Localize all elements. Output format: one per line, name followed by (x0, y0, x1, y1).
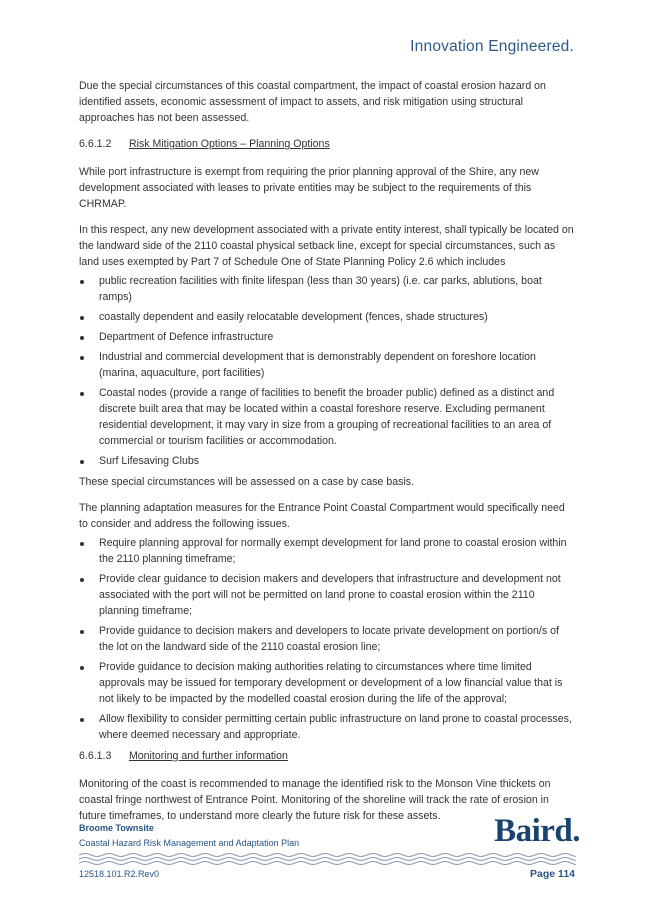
section-number: 6.6.1.3 (79, 750, 112, 762)
paragraph: The planning adaptation measures for the Entrance Point Coastal Compartment would specifically need to consider and address the following issues. (79, 502, 565, 530)
list-item: Allow flexibility to consider permitting certain public infrastructure on land prone to coastal processes, where deemed necessary and appropriate. (79, 711, 576, 743)
header-tagline: Innovation Engineered. (410, 38, 574, 55)
list-item: Provide guidance to decision making authorities relating to circumstances where time limited approvals may be issued for temporary development or development of a low financial value that is not likely to be impacted by the modelled coastal erosion during the life of the approval; (79, 659, 576, 707)
section-title: Monitoring and further information (128, 750, 288, 762)
issues-list (79, 535, 576, 743)
list-item: Coastal nodes (provide a range of facilities to benefit the broader public) defined as a distinct and discrete built area that may be located within a coastal foreshore reserve. Excluding permanent residential development, it may vary in size from a grouping of recreational facilities to an area of commercial or tourism facilities or accommodation. (79, 385, 576, 449)
section-title: Risk Mitigation Options – Planning Options (128, 138, 330, 150)
list-item: Department of Defence infrastructure (79, 329, 576, 345)
section-heading-risk-mitigation (79, 136, 576, 152)
list-item: coastally dependent and easily relocatable development (fences, shade structures) (79, 309, 576, 325)
wave-divider-icon (79, 851, 576, 865)
list-item: public recreation facilities with finite lifespan (less than 30 years) (i.e. car parks, ablutions, boat ramps) (79, 273, 576, 305)
section-heading-monitoring (79, 748, 576, 764)
paragraph: These special circumstances will be assessed on a case by case basis. (79, 476, 415, 488)
section-number: 6.6.1.2 (79, 138, 112, 150)
list-item: Surf Lifesaving Clubs (79, 453, 576, 469)
exemption-list (79, 273, 576, 469)
intro-paragraph: Due the special circumstances of this coastal compartment, the impact of coastal erosion hazard on identified assets, economic assessment of impact to assets, and risk mitigation using structural approaches has not been assessed. (79, 80, 546, 124)
document-reference: 12518.101.R2.Rev0 (79, 869, 160, 879)
list-item: Industrial and commercial development that is demonstrably dependent on foreshore location (marina, aquaculture, port facilities) (79, 349, 576, 381)
list-item: Provide guidance to decision makers and developers to locate private development on portion/s of the lot on the landward side of the 2110 coastal erosion line; (79, 623, 576, 655)
footer-document-title: Coastal Hazard Risk Management and Adaptation Plan (79, 838, 300, 848)
paragraph: Monitoring of the coast is recommended to manage the identified risk to the Monson Vine thickets on coastal fringe northwest of Entrance Point. Monitoring of the shoreline will track the rate of erosion in future timeframes, to understand more clearly the future risk for these assets. (79, 778, 551, 822)
footer-project-name: Broome Townsite (79, 823, 154, 833)
paragraph: While port infrastructure is exempt from requiring the prior planning approval of the Shire, any new development associated with leases to private entities may be subject to the requirements of this CHRMAP. (79, 166, 539, 210)
list-item: Require planning approval for normally exempt development for land prone to coastal erosion within the 2110 planning timeframe; (79, 535, 576, 567)
page-content (79, 78, 576, 834)
baird-logo: Baird. (494, 813, 580, 849)
paragraph: In this respect, any new development associated with a private entity interest, shall typically be located on the landward side of the 2110 coastal physical setback line, except for special circumstances, such as land uses exempted by Part 7 of Schedule One of State Planning Policy 2.6 which includes (79, 224, 574, 268)
page-number: Page 114 (530, 868, 575, 880)
list-item: Provide clear guidance to decision makers and developers that infrastructure and development not associated with the port will not be permitted on land prone to coastal erosion within the 2110 planning timeframe; (79, 571, 576, 619)
